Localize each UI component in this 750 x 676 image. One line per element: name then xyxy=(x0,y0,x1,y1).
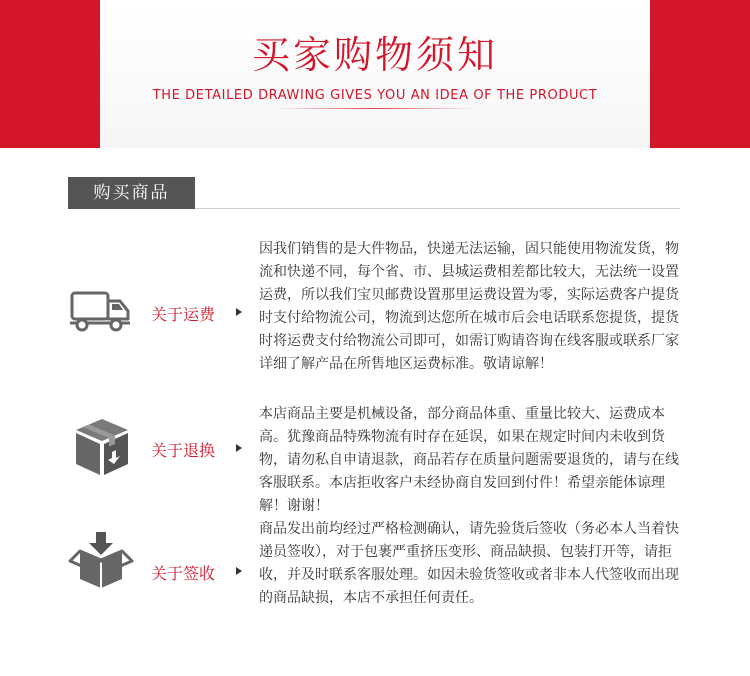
page-title: 买家购物须知 xyxy=(251,33,498,77)
header-panel xyxy=(100,0,650,148)
shipping-text: 因我们销售的是大件物品，快递无法运输，固只能使用物流发货，物流和快递不同，每个省、市、县城运费相差都比较大，无法统一设置运费，所以我们宝贝邮费设置那里运费设置为零，实际运费客户提货时支付给物流公司，物流到达您所在城市后会电话联系您提货，提货时将运费支付给物流公司即可，如需订购请咨询在线客服或联系厂家详细了解产品在所售地区运费标准。敬请谅解！ xyxy=(259,241,679,372)
returns-label: 关于退换 xyxy=(151,441,216,460)
package-box-icon xyxy=(72,416,132,482)
shipping-label: 关于运费 xyxy=(151,305,216,324)
caret-right-icon xyxy=(236,444,242,452)
section-divider xyxy=(195,208,680,209)
open-box-receive-icon xyxy=(66,529,136,595)
caret-right-icon xyxy=(236,308,242,316)
signing-label: 关于签收 xyxy=(151,564,216,583)
returns-text: 本店商品主要是机械设备，部分商品体重、重量比较大、运费成本高。犹豫商品特殊物流有时存在延误，如果在规定时间内未收到货物，请勿私自申请退款，商品若存在质量问题需要退货的，请与在线客服联系。本店拒收客户未经协商自发回到付件！希望亲能体谅理解！谢谢！ xyxy=(259,406,679,514)
caret-right-icon xyxy=(236,567,242,575)
header-banner xyxy=(0,0,750,148)
delivery-truck-icon xyxy=(68,289,132,337)
section-title: 购买商品 xyxy=(68,177,195,209)
page-subtitle: THE DETAILED DRAWING GIVES YOU AN IDEA OF THE PRODUCT xyxy=(152,88,598,103)
subtitle-underline xyxy=(275,108,475,109)
signing-text: 商品发出前均经过严格检测确认，请先验货后签收（务必本人当着快递员签收），对于包裹严重挤压变形、商品缺损、包装打开等，请拒收，并及时联系客服处理。如因未验货签收或者非本人代签收而出现的商品缺损，本店不承担任何责任。 xyxy=(259,521,679,606)
